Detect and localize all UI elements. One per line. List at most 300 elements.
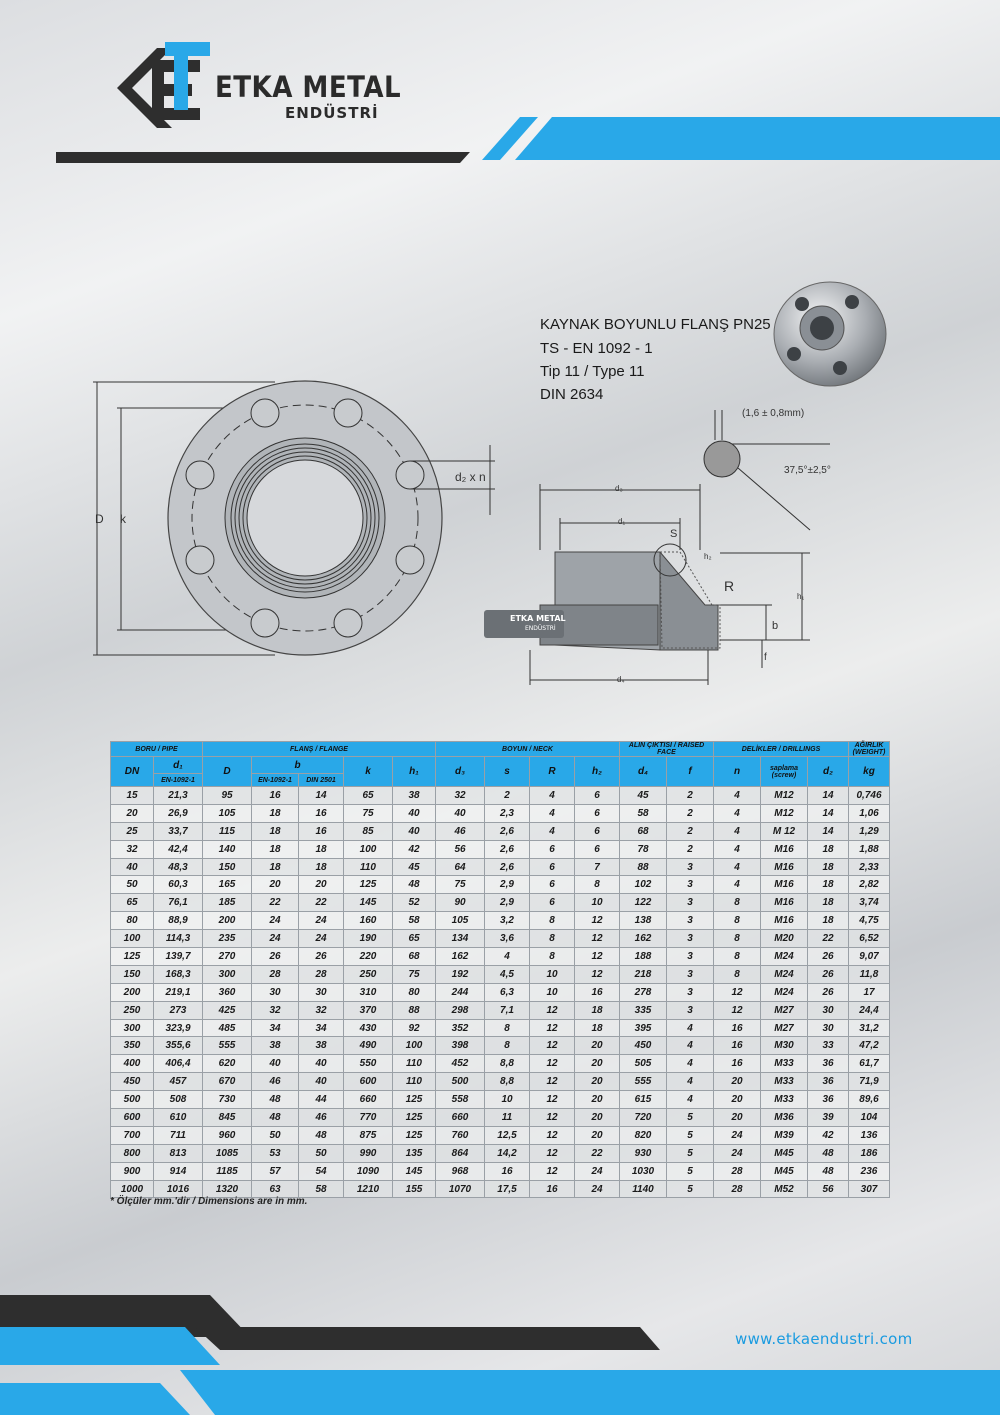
table-cell: 6,3	[485, 983, 530, 1001]
table-cell: M45	[761, 1162, 808, 1180]
table-cell: 125	[393, 1091, 436, 1109]
table-cell: 10	[530, 965, 575, 983]
table-cell: 355,6	[154, 1037, 203, 1055]
table-cell: 2	[667, 822, 714, 840]
table-cell: 40	[436, 804, 485, 822]
table-cell: 555	[203, 1037, 252, 1055]
col-h1: h₁	[393, 757, 436, 787]
table-cell: 236	[849, 1162, 890, 1180]
table-cell: M45	[761, 1144, 808, 1162]
table-cell: 18	[252, 822, 299, 840]
table-cell: 220	[344, 948, 393, 966]
table-cell: 17,5	[485, 1180, 530, 1198]
col-d1-std: EN-1092-1	[154, 774, 203, 787]
table-cell: 32	[111, 840, 154, 858]
table-cell: 16	[299, 804, 344, 822]
table-cell: 50	[111, 876, 154, 894]
section-view-drawing	[480, 400, 840, 700]
table-cell: M39	[761, 1126, 808, 1144]
col-kg: kg	[849, 757, 890, 787]
table-cell: 135	[393, 1144, 436, 1162]
table-cell: 20	[714, 1073, 761, 1091]
table-cell: 12	[575, 930, 620, 948]
table-cell: 20	[575, 1073, 620, 1091]
table-cell: 4	[530, 804, 575, 822]
label-f: f	[764, 652, 767, 663]
table-cell: 16	[299, 822, 344, 840]
table-cell: 56	[436, 840, 485, 858]
table-cell: 6	[575, 840, 620, 858]
table-cell: 20	[575, 1055, 620, 1073]
table-cell: 450	[620, 1037, 667, 1055]
table-cell: 352	[436, 1019, 485, 1037]
table-cell: 558	[436, 1091, 485, 1109]
table-cell: 44	[299, 1091, 344, 1109]
table-cell: 6	[530, 858, 575, 876]
table-row	[111, 1055, 890, 1073]
table-cell: 92	[393, 1019, 436, 1037]
table-cell: 100	[393, 1037, 436, 1055]
label-s: S	[670, 528, 678, 540]
table-cell: 14,2	[485, 1144, 530, 1162]
table-cell: 660	[344, 1091, 393, 1109]
table-cell: 395	[620, 1019, 667, 1037]
table-cell: 58	[299, 1180, 344, 1198]
table-cell: 110	[393, 1055, 436, 1073]
table-row	[111, 1126, 890, 1144]
table-cell: 75	[436, 876, 485, 894]
table-cell: 1070	[436, 1180, 485, 1198]
table-cell: 16	[714, 1037, 761, 1055]
table-cell: 406,4	[154, 1055, 203, 1073]
table-cell: M16	[761, 858, 808, 876]
table-cell: 40	[393, 822, 436, 840]
table-cell: 192	[436, 965, 485, 983]
table-cell: 140	[203, 840, 252, 858]
col-n: n	[714, 757, 761, 787]
table-cell: 990	[344, 1144, 393, 1162]
table-cell: 8	[714, 912, 761, 930]
table-cell: 45	[393, 858, 436, 876]
table-cell: 398	[436, 1037, 485, 1055]
table-cell: 28	[299, 965, 344, 983]
table-cell: 14	[808, 822, 849, 840]
table-cell: 6	[575, 822, 620, 840]
table-cell: 960	[203, 1126, 252, 1144]
table-row	[111, 787, 890, 805]
table-cell: 845	[203, 1109, 252, 1127]
product-din: DIN 2634	[540, 386, 604, 403]
table-cell: 11	[485, 1109, 530, 1127]
table-cell: 1030	[620, 1162, 667, 1180]
table-cell: 24	[714, 1144, 761, 1162]
table-cell: 40	[252, 1055, 299, 1073]
table-cell: 18	[808, 840, 849, 858]
table-cell: 8	[714, 894, 761, 912]
table-cell: 31,2	[849, 1019, 890, 1037]
table-cell: 8	[714, 965, 761, 983]
table-cell: 18	[252, 858, 299, 876]
table-cell: 89,6	[849, 1091, 890, 1109]
table-cell: 88	[393, 1001, 436, 1019]
table-cell: 270	[203, 948, 252, 966]
table-cell: 720	[620, 1109, 667, 1127]
table-cell: 508	[154, 1091, 203, 1109]
table-cell: 30	[299, 983, 344, 1001]
table-cell: 53	[252, 1144, 299, 1162]
table-cell: 100	[111, 930, 154, 948]
table-cell: 1,29	[849, 822, 890, 840]
table-cell: 4	[530, 822, 575, 840]
table-cell: 3	[667, 983, 714, 1001]
table-cell: 100	[344, 840, 393, 858]
table-cell: 24	[714, 1126, 761, 1144]
table-cell: 450	[111, 1073, 154, 1091]
table-cell: 2	[485, 787, 530, 805]
label-angle: 37,5°±2,5°	[784, 465, 831, 476]
table-cell: 20	[714, 1109, 761, 1127]
table-cell: 18	[575, 1001, 620, 1019]
table-cell: 711	[154, 1126, 203, 1144]
table-cell: 3	[667, 894, 714, 912]
table-cell: 162	[620, 930, 667, 948]
table-cell: 4	[667, 1019, 714, 1037]
group-neck: BOYUN / NECK	[436, 742, 620, 757]
table-cell: 78	[620, 840, 667, 858]
table-cell: 3,74	[849, 894, 890, 912]
product-title: KAYNAK BOYUNLU FLANŞ PN25	[540, 316, 771, 333]
table-cell: 22	[252, 894, 299, 912]
table-cell: 10	[575, 894, 620, 912]
table-cell: 18	[808, 876, 849, 894]
table-cell: 85	[344, 822, 393, 840]
table-cell: M16	[761, 876, 808, 894]
table-cell: 32	[299, 1001, 344, 1019]
table-cell: 620	[203, 1055, 252, 1073]
table-cell: 20	[299, 876, 344, 894]
table-row	[111, 858, 890, 876]
table-cell: 40	[299, 1073, 344, 1091]
table-cell: 32	[252, 1001, 299, 1019]
table-cell: 250	[111, 1001, 154, 1019]
table-cell: M27	[761, 1019, 808, 1037]
table-cell: 65	[393, 930, 436, 948]
table-cell: 2,6	[485, 822, 530, 840]
table-cell: 26	[808, 965, 849, 983]
table-cell: 930	[620, 1144, 667, 1162]
table-cell: 500	[111, 1091, 154, 1109]
table-cell: M16	[761, 894, 808, 912]
table-cell: 2,6	[485, 840, 530, 858]
table-cell: 2,82	[849, 876, 890, 894]
table-cell: 300	[111, 1019, 154, 1037]
table-cell: 40	[111, 858, 154, 876]
table-cell: 185	[203, 894, 252, 912]
table-cell: 1000	[111, 1180, 154, 1198]
table-cell: 42,4	[154, 840, 203, 858]
table-cell: 8	[530, 912, 575, 930]
table-cell: 14	[808, 787, 849, 805]
table-cell: 820	[620, 1126, 667, 1144]
table-cell: 18	[808, 894, 849, 912]
table-cell: 190	[344, 930, 393, 948]
col-dn: DN	[111, 757, 154, 787]
table-cell: M24	[761, 965, 808, 983]
table-cell: M52	[761, 1180, 808, 1198]
table-cell: 28	[714, 1180, 761, 1198]
table-cell: 615	[620, 1091, 667, 1109]
table-cell: 400	[111, 1055, 154, 1073]
table-cell: 188	[620, 948, 667, 966]
table-cell: 136	[849, 1126, 890, 1144]
table-row	[111, 983, 890, 1001]
table-cell: 8	[530, 948, 575, 966]
table-cell: 54	[299, 1162, 344, 1180]
table-cell: 3	[667, 1001, 714, 1019]
table-cell: 335	[620, 1001, 667, 1019]
table-cell: 17	[849, 983, 890, 1001]
table-cell: 25	[111, 822, 154, 840]
table-cell: 15	[111, 787, 154, 805]
table-cell: 168,3	[154, 965, 203, 983]
table-row	[111, 1162, 890, 1180]
label-h2: h₂	[704, 552, 712, 561]
table-cell: 71,9	[849, 1073, 890, 1091]
product-standard: TS - EN 1092 - 1	[540, 340, 653, 357]
table-cell: 3	[667, 948, 714, 966]
table-cell: 88,9	[154, 912, 203, 930]
table-cell: 12	[575, 965, 620, 983]
table-cell: 24,4	[849, 1001, 890, 1019]
table-cell: 20	[575, 1109, 620, 1127]
table-cell: 22	[808, 930, 849, 948]
table-cell: 1320	[203, 1180, 252, 1198]
table-cell: 18	[252, 840, 299, 858]
table-cell: 24	[575, 1162, 620, 1180]
table-cell: 33	[808, 1037, 849, 1055]
table-cell: M36	[761, 1109, 808, 1127]
label-k: k	[120, 512, 126, 526]
table-cell: 68	[393, 948, 436, 966]
col-d2: d₂	[808, 757, 849, 787]
table-cell: 16	[714, 1055, 761, 1073]
table-cell: 250	[344, 965, 393, 983]
table-cell: 18	[575, 1019, 620, 1037]
table-cell: 4	[485, 948, 530, 966]
table-cell: 8	[485, 1037, 530, 1055]
label-R: R	[724, 578, 735, 594]
table-cell: 48,3	[154, 858, 203, 876]
table-cell: 18	[808, 912, 849, 930]
table-cell: 9,07	[849, 948, 890, 966]
col-k: k	[344, 757, 393, 787]
table-cell: 63	[252, 1180, 299, 1198]
table-cell: 12	[530, 1091, 575, 1109]
table-cell: 16	[530, 1180, 575, 1198]
table-cell: 21,3	[154, 787, 203, 805]
table-cell: 36	[808, 1073, 849, 1091]
brand-subtitle: ENDÜSTRİ	[285, 104, 379, 122]
table-row	[111, 840, 890, 858]
table-cell: 50	[299, 1144, 344, 1162]
flange-photo	[770, 272, 890, 392]
table-cell: 52	[393, 894, 436, 912]
table-cell: 200	[203, 912, 252, 930]
table-cell: 26	[252, 948, 299, 966]
table-cell: 20	[111, 804, 154, 822]
col-s: s	[485, 757, 530, 787]
table-cell: 125	[111, 948, 154, 966]
table-cell: 12	[530, 1055, 575, 1073]
table-cell: 900	[111, 1162, 154, 1180]
table-cell: 48	[393, 876, 436, 894]
table-cell: 1210	[344, 1180, 393, 1198]
table-cell: 310	[344, 983, 393, 1001]
table-cell: 2,33	[849, 858, 890, 876]
table-cell: 425	[203, 1001, 252, 1019]
col-d3: d₃	[436, 757, 485, 787]
table-cell: 125	[344, 876, 393, 894]
table-cell: 125	[393, 1126, 436, 1144]
table-cell: 6	[530, 876, 575, 894]
group-weight: AĞIRLIK (WEIGHT)	[849, 742, 890, 757]
table-cell: 8,8	[485, 1055, 530, 1073]
table-cell: 12	[530, 1144, 575, 1162]
table-cell: 88	[620, 858, 667, 876]
table-cell: 186	[849, 1144, 890, 1162]
table-cell: 3	[667, 858, 714, 876]
table-cell: M16	[761, 912, 808, 930]
table-cell: 10	[530, 983, 575, 1001]
group-flange: FLANŞ / FLANGE	[203, 742, 436, 757]
table-cell: 6,52	[849, 930, 890, 948]
table-cell: 38	[299, 1037, 344, 1055]
table-cell: 4,75	[849, 912, 890, 930]
table-cell: 4	[667, 1037, 714, 1055]
table-cell: 219,1	[154, 983, 203, 1001]
table-cell: 670	[203, 1073, 252, 1091]
table-cell: 0,746	[849, 787, 890, 805]
table-cell: 360	[203, 983, 252, 1001]
group-drillings: DELİKLER / DRILLINGS	[714, 742, 849, 757]
table-cell: 3	[667, 965, 714, 983]
table-row	[111, 822, 890, 840]
table-cell: 165	[203, 876, 252, 894]
table-cell: 68	[620, 822, 667, 840]
table-cell: 38	[393, 787, 436, 805]
table-cell: 4	[714, 822, 761, 840]
table-cell: 105	[203, 804, 252, 822]
table-cell: 760	[436, 1126, 485, 1144]
table-cell: 48	[252, 1109, 299, 1127]
table-cell: 16	[252, 787, 299, 805]
table-cell: 555	[620, 1073, 667, 1091]
table-cell: 5	[667, 1162, 714, 1180]
table-cell: 2	[667, 804, 714, 822]
table-cell: 110	[393, 1073, 436, 1091]
table-cell: 24	[252, 912, 299, 930]
table-cell: 24	[575, 1180, 620, 1198]
table-cell: 5	[667, 1180, 714, 1198]
table-cell: 8	[575, 876, 620, 894]
table-cell: 14	[808, 804, 849, 822]
table-cell: 26,9	[154, 804, 203, 822]
table-cell: M12	[761, 804, 808, 822]
table-cell: 12	[575, 912, 620, 930]
table-cell: 1090	[344, 1162, 393, 1180]
table-cell: 600	[111, 1109, 154, 1127]
brand-name: ETKA METAL	[215, 70, 402, 104]
website-link[interactable]: www.etkaendustri.com	[735, 1330, 913, 1348]
table-cell: 8	[714, 948, 761, 966]
label-d2n: d₂ x n	[455, 470, 486, 484]
table-cell: 1016	[154, 1180, 203, 1198]
table-cell: 278	[620, 983, 667, 1001]
table-cell: 150	[111, 965, 154, 983]
table-cell: 7,1	[485, 1001, 530, 1019]
table-cell: 60,3	[154, 876, 203, 894]
table-cell: 864	[436, 1144, 485, 1162]
table-cell: 4	[667, 1055, 714, 1073]
table-cell: M33	[761, 1055, 808, 1073]
table-cell: 5	[667, 1144, 714, 1162]
table-cell: 1,06	[849, 804, 890, 822]
table-row	[111, 1091, 890, 1109]
table-cell: M16	[761, 840, 808, 858]
table-cell: 323,9	[154, 1019, 203, 1037]
table-cell: 430	[344, 1019, 393, 1037]
table-cell: 145	[393, 1162, 436, 1180]
table-row	[111, 804, 890, 822]
table-cell: 8	[714, 930, 761, 948]
table-cell: 115	[203, 822, 252, 840]
table-cell: 105	[436, 912, 485, 930]
table-cell: 3,2	[485, 912, 530, 930]
table-cell: 46	[299, 1109, 344, 1127]
table-cell: 4	[667, 1091, 714, 1109]
table-cell: 12	[530, 1162, 575, 1180]
table-cell: 18	[808, 858, 849, 876]
table-cell: 26	[299, 948, 344, 966]
table-cell: 457	[154, 1073, 203, 1091]
table-cell: 4	[714, 858, 761, 876]
table-cell: 65	[344, 787, 393, 805]
front-view-drawing	[85, 370, 505, 670]
table-cell: 235	[203, 930, 252, 948]
table-cell: 38	[252, 1037, 299, 1055]
table-cell: 28	[252, 965, 299, 983]
table-cell: 102	[620, 876, 667, 894]
table-cell: 1140	[620, 1180, 667, 1198]
table-cell: 39	[808, 1109, 849, 1127]
table-cell: 30	[252, 983, 299, 1001]
table-cell: 3	[667, 930, 714, 948]
table-cell: 24	[252, 930, 299, 948]
header-dark-stripe	[56, 152, 470, 163]
table-cell: 505	[620, 1055, 667, 1073]
table-cell: 42	[393, 840, 436, 858]
table-cell: 6	[575, 787, 620, 805]
table-cell: 30	[808, 1019, 849, 1037]
label-h1: h₁	[797, 592, 805, 601]
table-cell: 26	[808, 983, 849, 1001]
table-cell: 8,8	[485, 1073, 530, 1091]
table-cell: M12	[761, 787, 808, 805]
table-cell: 4,5	[485, 965, 530, 983]
table-cell: 22	[299, 894, 344, 912]
table-cell: 114,3	[154, 930, 203, 948]
header-graphics	[0, 0, 1000, 180]
